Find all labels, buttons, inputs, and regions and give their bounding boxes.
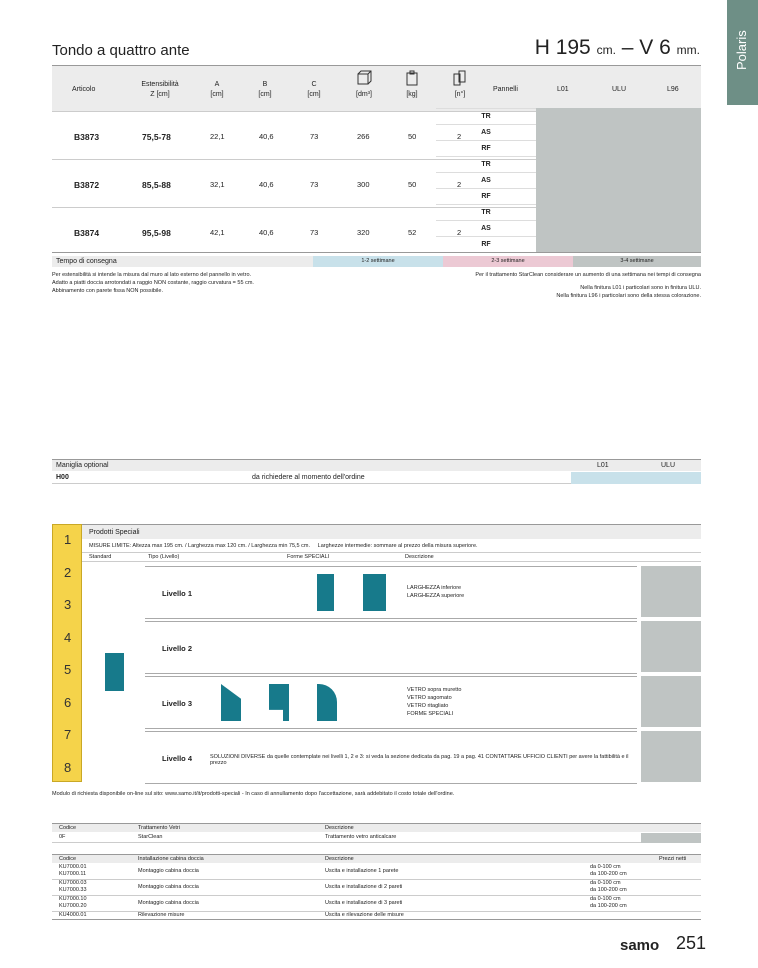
- speciali-footer: Modulo di richiesta disponibile on-line sul sito: www.samo.it/it/prodotti-speciali - In caso di annullamento dopo l'accettazione, sarà addebitato il costo totale dell'ordine.: [52, 791, 455, 797]
- maniglia-row: H00 da richiedere al momento dell'ordine: [52, 472, 701, 484]
- value-weight: 50: [408, 180, 417, 189]
- measuring-tape: 1 2 3 4 5 6 7 8: [52, 524, 82, 782]
- table-header: [52, 65, 701, 111]
- installazione-header: Codice Installazione cabina doccia Descrizione Prezzi netti: [52, 854, 701, 863]
- installazione-row: KU7000.01 KU7000.11 Montaggio cabina doccia Uscita e installazione 1 parete da 0-100 cm da 100-200 cm: [52, 864, 701, 880]
- thickness-unit: mm.: [676, 43, 700, 57]
- maniglia-header: Maniglia optional L01 ULU: [52, 459, 701, 471]
- brand-logo: samo: [620, 937, 660, 954]
- extension: 95,5-98: [142, 228, 171, 238]
- value-volume: 300: [357, 180, 370, 189]
- value-b: 40,6: [259, 228, 274, 237]
- panel-label: TR: [436, 108, 536, 124]
- col-l96: L96: [667, 86, 679, 93]
- value-count: 2: [457, 180, 462, 189]
- dim-separator: –: [621, 36, 634, 59]
- value-a: 32,1: [210, 180, 225, 189]
- value-c: 73: [310, 132, 319, 141]
- col-a: A [cm]: [210, 81, 224, 98]
- col-estensibilita: Estensibilità Z [cm]: [141, 81, 179, 98]
- weight-icon: [405, 70, 419, 86]
- level-2: Livello 2: [145, 621, 637, 674]
- col-b: B [cm]: [258, 81, 272, 98]
- panels-icon: [452, 70, 468, 86]
- panel-label: AS: [436, 172, 536, 188]
- height-value: H 195: [534, 36, 591, 59]
- value-c: 73: [310, 180, 319, 189]
- col-c: C [cm]: [307, 81, 321, 98]
- panel-label: AS: [436, 220, 536, 236]
- value-a: 22,1: [210, 132, 225, 141]
- trattamento-header: Codice Trattamento Vetri Descrizione: [52, 823, 701, 832]
- delivery-2-3: 2-3 settimane: [443, 256, 573, 267]
- standard-shape: [105, 653, 124, 691]
- article-code: B3872: [74, 180, 100, 190]
- delivery-label: Tempo di consegna: [56, 258, 117, 265]
- extension: 85,5-88: [142, 180, 171, 190]
- box-volume-icon: [356, 70, 372, 86]
- col-volume: [dm³]: [352, 70, 376, 100]
- notes-right: Per il trattamento StarClean considerare un aumento di una settimana nei tempi di consegna Nella finitura L01 i particolari sono in finitura ULU. Nella finitura L96 i particolari sono della stessa colorazione.: [475, 272, 701, 299]
- dimensions: [535, 36, 700, 60]
- col-count: [n°]: [449, 70, 471, 100]
- level-4: Livello 4 SOLUZIONI DIVERSE da quelle contemplate nei livelli 1, 2 e 3: si veda la sezione dedicata da pag. 19 a pag. 41 CONTATTARE UFFICIO CLIENTI per avere la fattibilità e il prezzo: [145, 731, 637, 784]
- delivery-bar: [52, 256, 701, 267]
- col-ulu: ULU: [612, 86, 627, 93]
- col-articolo: Articolo: [72, 86, 96, 93]
- speciali-header: Prodotti Speciali: [82, 524, 701, 539]
- article-code: B3874: [74, 228, 100, 238]
- value-weight: 52: [408, 228, 417, 237]
- panel-label: AS: [436, 124, 536, 140]
- level-3: Livello 3 VETRO sopra muretto VETRO sagomato VETRO ritagliato FORME SPECIALI: [145, 676, 637, 729]
- value-volume: 320: [357, 228, 370, 237]
- installazione-row: KU7000.10 KU7000.20 Montaggio cabina doccia Uscita e installazione di 3 pareti da 0-100 cm da 100-200 cm: [52, 896, 701, 912]
- value-a: 42,1: [210, 228, 225, 237]
- value-c: 73: [310, 228, 319, 237]
- value-b: 40,6: [259, 180, 274, 189]
- panel-label: RF: [436, 236, 536, 252]
- value-b: 40,6: [259, 132, 274, 141]
- panel-label: RF: [436, 140, 536, 156]
- delivery-3-4: 3-4 settimane: [573, 256, 701, 267]
- col-l01: L01: [557, 86, 569, 93]
- level-1: Livello 1 LARGHEZZA inferiore LARGHEZZA superiore: [145, 566, 637, 619]
- side-tab: [727, 0, 758, 105]
- panel-label: TR: [436, 156, 536, 172]
- thickness-value: V 6: [639, 36, 671, 59]
- speciali-limits: MISURE LIMITE: Altezza max 195 cm. / Larghezza max 120 cm. / Larghezza min 75,5 cm. Larghezze intermedie: sommare al prezzo della misura superiore.: [89, 543, 478, 549]
- col-weight: [kg]: [401, 70, 423, 100]
- value-count: 2: [457, 228, 462, 237]
- installazione-row: KU7000.03 KU7000.33 Montaggio cabina doccia Uscita e installazione di 2 pareti da 0-100 cm da 100-200 cm: [52, 880, 701, 896]
- price-grid: [536, 108, 701, 252]
- article-code: B3873: [74, 132, 100, 142]
- delivery-1-2: 1-2 settimane: [313, 256, 443, 267]
- notes-left: Per estensibilità si intende la misura dal muro al lato esterno del pannello in vetro. Adatto a piatti doccia arrotondati a raggio NON costante, raggio curvatura = 55 cm. Abbinamento con parete fissa NON possibile.: [52, 272, 254, 294]
- col-pannelli: Pannelli: [493, 86, 518, 93]
- page-title: Tondo a quattro ante: [52, 42, 190, 59]
- panel-label: RF: [436, 188, 536, 204]
- value-volume: 266: [357, 132, 370, 141]
- panel-label: TR: [436, 204, 536, 220]
- page-number: 251: [676, 933, 707, 953]
- value-weight: 50: [408, 132, 417, 141]
- value-count: 2: [457, 132, 462, 141]
- installazione-row: KU4000.01 Rilevazione misure Uscita e rilevazione delle misure: [52, 912, 701, 920]
- height-unit: cm.: [596, 43, 616, 57]
- trattamento-row: 0F StarClean Trattamento vetro anticalcare: [52, 833, 701, 843]
- side-tab-label: Polaris: [734, 30, 749, 70]
- extension: 75,5-78: [142, 132, 171, 142]
- speciali-columns: Standard Tipo (Livello) Forme SPECIALI Descrizione: [82, 552, 701, 562]
